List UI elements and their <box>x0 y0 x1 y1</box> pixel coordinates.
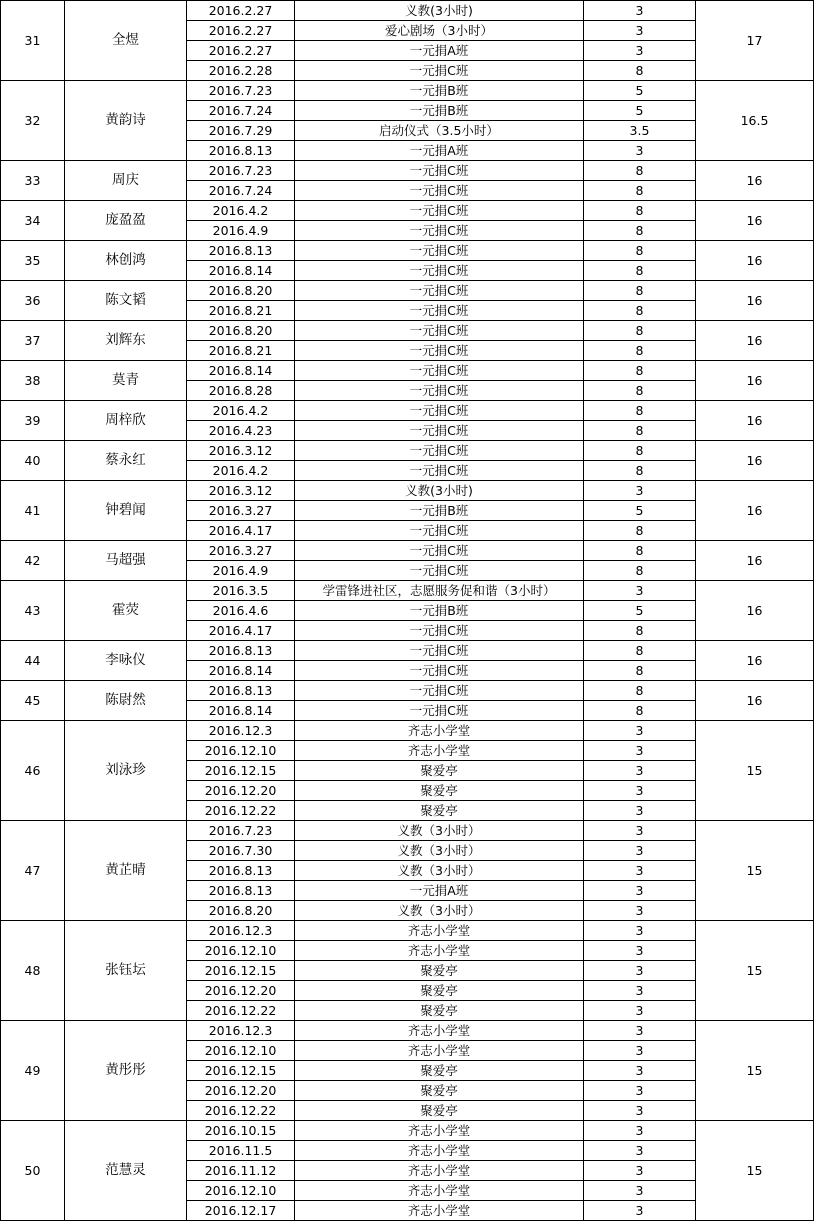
activity-name: 爱心剧场（3小时） <box>295 21 584 41</box>
activity-name: 齐志小学堂 <box>295 921 584 941</box>
activity-date: 2016.2.27 <box>187 21 295 41</box>
volunteer-name: 周梓欣 <box>65 401 187 441</box>
record-number: 38 <box>1 361 65 401</box>
activity-hours: 5 <box>584 101 696 121</box>
volunteer-name: 张钰坛 <box>65 921 187 1021</box>
activity-hours: 5 <box>584 601 696 621</box>
activity-date: 2016.7.23 <box>187 821 295 841</box>
activity-date: 2016.8.14 <box>187 661 295 681</box>
activity-name: 一元捐C班 <box>295 341 584 361</box>
total-hours: 15 <box>696 821 814 921</box>
activity-date: 2016.7.23 <box>187 81 295 101</box>
activity-hours: 8 <box>584 221 696 241</box>
activity-hours: 8 <box>584 521 696 541</box>
activity-name: 一元捐B班 <box>295 101 584 121</box>
activity-name: 一元捐C班 <box>295 61 584 81</box>
table-row <box>1 241 814 261</box>
activity-hours: 3 <box>584 1 696 21</box>
activity-date: 2016.4.23 <box>187 421 295 441</box>
activity-date: 2016.10.15 <box>187 1121 295 1141</box>
activity-hours: 3 <box>584 1081 696 1101</box>
activity-name: 义教（3小时） <box>295 841 584 861</box>
table-row <box>1 321 814 341</box>
activity-date: 2016.12.15 <box>187 761 295 781</box>
activity-name: 聚爱亭 <box>295 1001 584 1021</box>
activity-name: 一元捐C班 <box>295 221 584 241</box>
activity-hours: 8 <box>584 661 696 681</box>
activity-date: 2016.3.27 <box>187 501 295 521</box>
activity-hours: 5 <box>584 81 696 101</box>
volunteer-name: 周庆 <box>65 161 187 201</box>
activity-date: 2016.8.20 <box>187 901 295 921</box>
activity-hours: 3 <box>584 841 696 861</box>
activity-date: 2016.7.30 <box>187 841 295 861</box>
activity-date: 2016.8.13 <box>187 681 295 701</box>
activity-hours: 3 <box>584 901 696 921</box>
volunteer-name: 黄彤彤 <box>65 1021 187 1121</box>
activity-date: 2016.4.9 <box>187 221 295 241</box>
activity-hours: 8 <box>584 161 696 181</box>
record-number: 36 <box>1 281 65 321</box>
activity-name: 一元捐B班 <box>295 81 584 101</box>
activity-name: 齐志小学堂 <box>295 1201 584 1221</box>
volunteer-name: 莫青 <box>65 361 187 401</box>
total-hours: 15 <box>696 921 814 1021</box>
activity-hours: 8 <box>584 301 696 321</box>
activity-name: 聚爱亭 <box>295 781 584 801</box>
activity-name: 一元捐B班 <box>295 501 584 521</box>
activity-hours: 8 <box>584 321 696 341</box>
activity-hours: 8 <box>584 681 696 701</box>
total-hours: 16 <box>696 361 814 401</box>
activity-name: 齐志小学堂 <box>295 741 584 761</box>
total-hours: 16 <box>696 641 814 681</box>
activity-date: 2016.8.14 <box>187 701 295 721</box>
activity-date: 2016.4.2 <box>187 461 295 481</box>
activity-hours: 8 <box>584 561 696 581</box>
table-row <box>1 1121 814 1141</box>
activity-hours: 3 <box>584 1201 696 1221</box>
table-row <box>1 1 814 21</box>
activity-date: 2016.12.17 <box>187 1201 295 1221</box>
total-hours: 16 <box>696 441 814 481</box>
total-hours: 16 <box>696 481 814 541</box>
activity-date: 2016.4.17 <box>187 621 295 641</box>
activity-hours: 3 <box>584 1181 696 1201</box>
activity-hours: 3 <box>584 1141 696 1161</box>
activity-name: 聚爱亭 <box>295 1101 584 1121</box>
activity-name: 一元捐C班 <box>295 641 584 661</box>
activity-name: 一元捐C班 <box>295 521 584 541</box>
activity-hours: 3 <box>584 1001 696 1021</box>
activity-name: 齐志小学堂 <box>295 1041 584 1061</box>
activity-date: 2016.7.29 <box>187 121 295 141</box>
record-number: 49 <box>1 1021 65 1121</box>
volunteer-name: 刘泳珍 <box>65 721 187 821</box>
activity-date: 2016.12.22 <box>187 801 295 821</box>
activity-name: 一元捐C班 <box>295 561 584 581</box>
activity-date: 2016.8.13 <box>187 141 295 161</box>
activity-hours: 3 <box>584 1061 696 1081</box>
activity-name: 一元捐C班 <box>295 701 584 721</box>
total-hours: 16 <box>696 281 814 321</box>
volunteer-name: 范慧灵 <box>65 1121 187 1221</box>
total-hours: 16 <box>696 201 814 241</box>
activity-hours: 3 <box>584 741 696 761</box>
activity-name: 学雷锋进社区，志愿服务促和谐（3小时） <box>295 581 584 601</box>
activity-date: 2016.12.3 <box>187 721 295 741</box>
activity-name: 一元捐C班 <box>295 381 584 401</box>
activity-hours: 3 <box>584 721 696 741</box>
total-hours: 16 <box>696 681 814 721</box>
activity-name: 一元捐A班 <box>295 881 584 901</box>
activity-date: 2016.7.24 <box>187 101 295 121</box>
activity-date: 2016.8.21 <box>187 341 295 361</box>
record-number: 37 <box>1 321 65 361</box>
activity-date: 2016.2.27 <box>187 1 295 21</box>
activity-name: 一元捐C班 <box>295 621 584 641</box>
activity-date: 2016.8.14 <box>187 261 295 281</box>
activity-name: 一元捐A班 <box>295 41 584 61</box>
activity-date: 2016.12.20 <box>187 981 295 1001</box>
activity-name: 一元捐C班 <box>295 241 584 261</box>
activity-hours: 3 <box>584 41 696 61</box>
activity-hours: 3 <box>584 1101 696 1121</box>
activity-date: 2016.11.12 <box>187 1161 295 1181</box>
total-hours: 17 <box>696 1 814 81</box>
activity-hours: 3 <box>584 981 696 1001</box>
table-row <box>1 161 814 181</box>
activity-name: 一元捐C班 <box>295 181 584 201</box>
volunteer-name: 陈文韬 <box>65 281 187 321</box>
activity-date: 2016.12.3 <box>187 1021 295 1041</box>
activity-name: 齐志小学堂 <box>295 1021 584 1041</box>
activity-hours: 8 <box>584 341 696 361</box>
activity-date: 2016.12.3 <box>187 921 295 941</box>
table-row <box>1 681 814 701</box>
activity-date: 2016.3.12 <box>187 481 295 501</box>
record-number: 34 <box>1 201 65 241</box>
activity-hours: 8 <box>584 61 696 81</box>
table-row <box>1 481 814 501</box>
activity-name: 齐志小学堂 <box>295 941 584 961</box>
total-hours: 16 <box>696 241 814 281</box>
activity-hours: 3 <box>584 1121 696 1141</box>
activity-hours: 8 <box>584 201 696 221</box>
table-row <box>1 361 814 381</box>
activity-date: 2016.8.13 <box>187 641 295 661</box>
activity-name: 一元捐C班 <box>295 261 584 281</box>
activity-name: 一元捐C班 <box>295 281 584 301</box>
activity-date: 2016.12.20 <box>187 781 295 801</box>
activity-hours: 8 <box>584 381 696 401</box>
record-number: 40 <box>1 441 65 481</box>
activity-date: 2016.4.6 <box>187 601 295 621</box>
table-row <box>1 921 814 941</box>
activity-name: 一元捐B班 <box>295 601 584 621</box>
activity-name: 齐志小学堂 <box>295 1181 584 1201</box>
activity-name: 义教(3小时) <box>295 1 584 21</box>
table-row <box>1 581 814 601</box>
activity-hours: 3 <box>584 1041 696 1061</box>
activity-hours: 8 <box>584 401 696 421</box>
activity-hours: 3 <box>584 821 696 841</box>
volunteer-name: 全煜 <box>65 1 187 81</box>
activity-hours: 8 <box>584 461 696 481</box>
activity-name: 一元捐C班 <box>295 461 584 481</box>
volunteer-name: 林创鸿 <box>65 241 187 281</box>
record-number: 45 <box>1 681 65 721</box>
activity-name: 一元捐C班 <box>295 161 584 181</box>
activity-name: 义教（3小时） <box>295 861 584 881</box>
total-hours: 15 <box>696 721 814 821</box>
table-row <box>1 721 814 741</box>
activity-hours: 8 <box>584 621 696 641</box>
activity-hours: 3 <box>584 861 696 881</box>
activity-name: 一元捐C班 <box>295 401 584 421</box>
activity-hours: 3 <box>584 1021 696 1041</box>
activity-name: 齐志小学堂 <box>295 1141 584 1161</box>
activity-name: 一元捐C班 <box>295 541 584 561</box>
activity-hours: 3 <box>584 941 696 961</box>
activity-name: 聚爱亭 <box>295 981 584 1001</box>
activity-hours: 5 <box>584 501 696 521</box>
record-number: 33 <box>1 161 65 201</box>
total-hours: 16 <box>696 541 814 581</box>
volunteer-name: 霍荧 <box>65 581 187 641</box>
activity-date: 2016.12.10 <box>187 1041 295 1061</box>
activity-date: 2016.8.20 <box>187 321 295 341</box>
activity-date: 2016.12.20 <box>187 1081 295 1101</box>
activity-date: 2016.4.17 <box>187 521 295 541</box>
activity-hours: 3 <box>584 1161 696 1181</box>
activity-hours: 8 <box>584 241 696 261</box>
activity-date: 2016.12.10 <box>187 941 295 961</box>
activity-date: 2016.8.21 <box>187 301 295 321</box>
activity-name: 聚爱亭 <box>295 1081 584 1101</box>
activity-date: 2016.12.10 <box>187 741 295 761</box>
activity-name: 一元捐C班 <box>295 201 584 221</box>
activity-name: 一元捐C班 <box>295 441 584 461</box>
activity-date: 2016.8.28 <box>187 381 295 401</box>
activity-date: 2016.8.13 <box>187 881 295 901</box>
volunteer-name: 黄韵诗 <box>65 81 187 161</box>
record-number: 48 <box>1 921 65 1021</box>
activity-date: 2016.4.9 <box>187 561 295 581</box>
activity-name: 聚爱亭 <box>295 961 584 981</box>
activity-name: 义教（3小时） <box>295 901 584 921</box>
record-number: 35 <box>1 241 65 281</box>
activity-date: 2016.3.12 <box>187 441 295 461</box>
total-hours: 16 <box>696 321 814 361</box>
activity-date: 2016.7.24 <box>187 181 295 201</box>
activity-hours: 3 <box>584 781 696 801</box>
activity-name: 一元捐C班 <box>295 681 584 701</box>
record-number: 50 <box>1 1121 65 1221</box>
activity-date: 2016.4.2 <box>187 201 295 221</box>
volunteer-name: 庞盈盈 <box>65 201 187 241</box>
record-number: 44 <box>1 641 65 681</box>
activity-date: 2016.12.22 <box>187 1101 295 1121</box>
volunteer-name: 刘辉东 <box>65 321 187 361</box>
volunteer-name: 陈尉然 <box>65 681 187 721</box>
activity-name: 一元捐C班 <box>295 321 584 341</box>
activity-hours: 8 <box>584 641 696 661</box>
volunteer-name: 马超强 <box>65 541 187 581</box>
record-number: 32 <box>1 81 65 161</box>
activity-hours: 8 <box>584 281 696 301</box>
activity-hours: 3 <box>584 881 696 901</box>
activity-hours: 8 <box>584 361 696 381</box>
total-hours: 15 <box>696 1121 814 1221</box>
activity-name: 聚爱亭 <box>295 801 584 821</box>
activity-date: 2016.3.5 <box>187 581 295 601</box>
activity-date: 2016.12.22 <box>187 1001 295 1021</box>
table-row <box>1 641 814 661</box>
activity-hours: 3 <box>584 481 696 501</box>
activity-name: 一元捐C班 <box>295 661 584 681</box>
activity-date: 2016.2.28 <box>187 61 295 81</box>
activity-hours: 3 <box>584 761 696 781</box>
record-number: 43 <box>1 581 65 641</box>
activity-date: 2016.8.14 <box>187 361 295 381</box>
record-number: 41 <box>1 481 65 541</box>
volunteer-name: 蔡永红 <box>65 441 187 481</box>
activity-hours: 3 <box>584 141 696 161</box>
activity-name: 义教(3小时) <box>295 481 584 501</box>
activity-name: 聚爱亭 <box>295 1061 584 1081</box>
record-number: 42 <box>1 541 65 581</box>
activity-date: 2016.4.2 <box>187 401 295 421</box>
activity-date: 2016.7.23 <box>187 161 295 181</box>
activity-name: 齐志小学堂 <box>295 1121 584 1141</box>
table-body <box>1 1 814 1221</box>
table-row <box>1 821 814 841</box>
volunteer-name: 钟碧闻 <box>65 481 187 541</box>
activity-name: 齐志小学堂 <box>295 1161 584 1181</box>
total-hours: 16.5 <box>696 81 814 161</box>
table-row <box>1 401 814 421</box>
total-hours: 16 <box>696 581 814 641</box>
activity-date: 2016.3.27 <box>187 541 295 561</box>
activity-hours: 8 <box>584 421 696 441</box>
total-hours: 16 <box>696 161 814 201</box>
activity-date: 2016.11.5 <box>187 1141 295 1161</box>
volunteer-name: 黄芷晴 <box>65 821 187 921</box>
total-hours: 15 <box>696 1021 814 1121</box>
activity-hours: 3 <box>584 961 696 981</box>
activity-name: 一元捐C班 <box>295 361 584 381</box>
activity-date: 2016.12.15 <box>187 961 295 981</box>
volunteer-name: 李咏仪 <box>65 641 187 681</box>
activity-hours: 3 <box>584 801 696 821</box>
activity-hours: 8 <box>584 181 696 201</box>
table-row <box>1 441 814 461</box>
activity-date: 2016.12.10 <box>187 1181 295 1201</box>
activity-date: 2016.12.15 <box>187 1061 295 1081</box>
activity-hours: 3 <box>584 581 696 601</box>
activity-date: 2016.8.13 <box>187 241 295 261</box>
table-row <box>1 201 814 221</box>
activity-name: 义教（3小时） <box>295 821 584 841</box>
activity-name: 一元捐C班 <box>295 301 584 321</box>
table-row <box>1 281 814 301</box>
table-row <box>1 81 814 101</box>
activity-hours: 8 <box>584 441 696 461</box>
total-hours: 16 <box>696 401 814 441</box>
activity-hours: 3 <box>584 921 696 941</box>
activity-date: 2016.8.20 <box>187 281 295 301</box>
activity-hours: 3.5 <box>584 121 696 141</box>
activity-hours: 3 <box>584 21 696 41</box>
activity-name: 一元捐C班 <box>295 421 584 441</box>
activity-name: 一元捐A班 <box>295 141 584 161</box>
activity-name: 齐志小学堂 <box>295 721 584 741</box>
table-row <box>1 541 814 561</box>
table-row <box>1 1021 814 1041</box>
activity-hours: 8 <box>584 701 696 721</box>
activity-date: 2016.8.13 <box>187 861 295 881</box>
activity-date: 2016.2.27 <box>187 41 295 61</box>
activity-name: 聚爱亭 <box>295 761 584 781</box>
record-number: 39 <box>1 401 65 441</box>
activity-name: 启动仪式（3.5小时） <box>295 121 584 141</box>
activity-hours: 8 <box>584 541 696 561</box>
record-number: 47 <box>1 821 65 921</box>
record-number: 31 <box>1 1 65 81</box>
activity-hours: 8 <box>584 261 696 281</box>
record-number: 46 <box>1 721 65 821</box>
